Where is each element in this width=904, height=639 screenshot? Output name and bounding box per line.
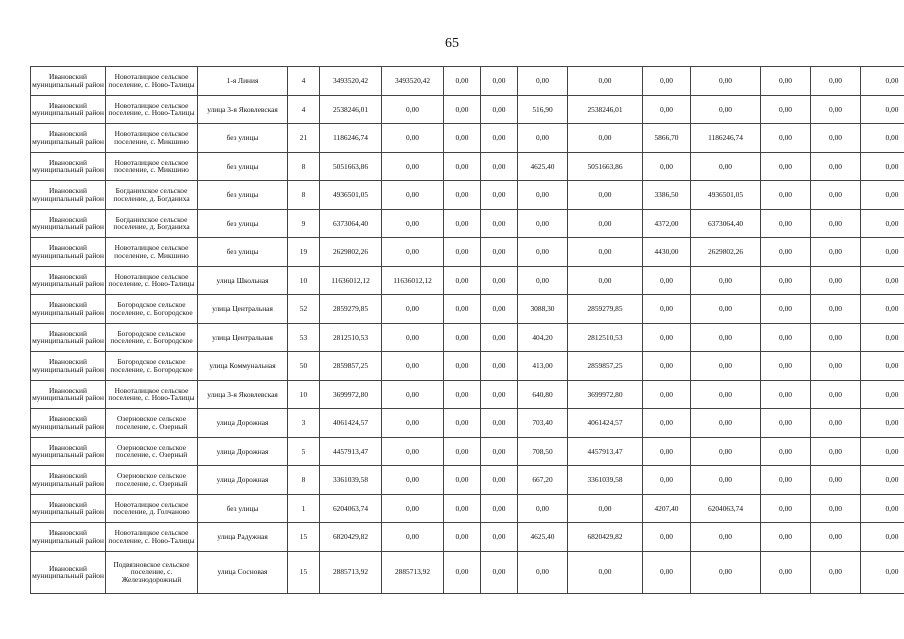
- cell-settlement: Богородское сельское поселение, с. Богородское: [106, 323, 198, 352]
- cell-cost-col-6: 0,00: [382, 437, 444, 466]
- cell-cost-col-13: 0,00: [761, 352, 811, 381]
- cell-house-number: 52: [288, 295, 320, 324]
- cell-cost-col-14: 0,00: [811, 152, 861, 181]
- data-table: [30, 66, 904, 594]
- cell-cost-col-10: 5051663,86: [568, 152, 643, 181]
- cell-cost-col-15: 0,00: [861, 295, 904, 324]
- cell-cost-col-6: 0,00: [382, 352, 444, 381]
- cell-cost-col-7: 0,00: [444, 95, 481, 124]
- cell-total-cost: 2538246,01: [320, 95, 382, 124]
- cell-house-number: 4: [288, 95, 320, 124]
- cell-cost-col-10: 2859279,85: [568, 295, 643, 324]
- cell-cost-col-12: 0,00: [691, 466, 761, 495]
- cell-district: Ивановский муниципальный район: [31, 152, 106, 181]
- cell-street: улица Радужная: [198, 523, 288, 552]
- cell-cost-col-10: 2812510,53: [568, 323, 643, 352]
- cell-area-col-9: 0,00: [518, 266, 568, 295]
- cell-area-col-9: 703,40: [518, 409, 568, 438]
- cell-house-number: 10: [288, 380, 320, 409]
- cell-cost-col-15: 0,00: [861, 124, 904, 153]
- cell-cost-col-8: 0,00: [481, 124, 518, 153]
- cell-area-col-11: 0,00: [643, 95, 691, 124]
- cell-street: улица Центральная: [198, 295, 288, 324]
- cell-cost-col-12: 0,00: [691, 352, 761, 381]
- cell-cost-col-8: 0,00: [481, 437, 518, 466]
- cell-area-col-11: 0,00: [643, 266, 691, 295]
- cell-cost-col-7: 0,00: [444, 67, 481, 96]
- cell-cost-col-14: 0,00: [811, 67, 861, 96]
- cell-cost-col-8: 0,00: [481, 95, 518, 124]
- cell-area-col-11: 4372,00: [643, 209, 691, 238]
- table-row: [31, 551, 904, 593]
- cell-cost-col-12: 1186246,74: [691, 124, 761, 153]
- table-row: [31, 181, 904, 210]
- cell-cost-col-8: 0,00: [481, 209, 518, 238]
- cell-area-col-9: 0,00: [518, 181, 568, 210]
- cell-house-number: 19: [288, 238, 320, 267]
- cell-cost-col-6: 0,00: [382, 124, 444, 153]
- cell-cost-col-14: 0,00: [811, 523, 861, 552]
- cell-area-col-11: 0,00: [643, 409, 691, 438]
- cell-district: Ивановский муниципальный район: [31, 380, 106, 409]
- cell-cost-col-6: 0,00: [382, 409, 444, 438]
- cell-cost-col-14: 0,00: [811, 494, 861, 523]
- cell-cost-col-7: 0,00: [444, 152, 481, 181]
- cell-cost-col-8: 0,00: [481, 409, 518, 438]
- cell-cost-col-12: 0,00: [691, 409, 761, 438]
- cell-total-cost: 6373064,40: [320, 209, 382, 238]
- cell-cost-col-14: 0,00: [811, 437, 861, 466]
- cell-area-col-9: 4625,40: [518, 152, 568, 181]
- cell-area-col-9: 708,50: [518, 437, 568, 466]
- cell-total-cost: 11636012,12: [320, 266, 382, 295]
- cell-cost-col-14: 0,00: [811, 238, 861, 267]
- cell-street: без улицы: [198, 124, 288, 153]
- cell-cost-col-7: 0,00: [444, 124, 481, 153]
- cell-district: Ивановский муниципальный район: [31, 209, 106, 238]
- cell-district: Ивановский муниципальный район: [31, 437, 106, 466]
- cell-cost-col-12: 0,00: [691, 323, 761, 352]
- cell-cost-col-10: 6820429,82: [568, 523, 643, 552]
- cell-area-col-11: 0,00: [643, 380, 691, 409]
- cell-cost-col-8: 0,00: [481, 266, 518, 295]
- cell-cost-col-7: 0,00: [444, 551, 481, 593]
- cell-cost-col-14: 0,00: [811, 409, 861, 438]
- cell-street: улица Сосновая: [198, 551, 288, 593]
- table-row: [31, 466, 904, 495]
- table-row: [31, 295, 904, 324]
- cell-total-cost: 1186246,74: [320, 124, 382, 153]
- cell-district: Ивановский муниципальный район: [31, 181, 106, 210]
- cell-cost-col-12: 6204063,74: [691, 494, 761, 523]
- page-number: 65: [445, 36, 459, 51]
- cell-cost-col-8: 0,00: [481, 551, 518, 593]
- cell-cost-col-6: 0,00: [382, 380, 444, 409]
- cell-cost-col-7: 0,00: [444, 352, 481, 381]
- cell-cost-col-12: 0,00: [691, 380, 761, 409]
- cell-cost-col-7: 0,00: [444, 380, 481, 409]
- cell-settlement: Новоталицкое сельское поселение, д. Голчаново: [106, 494, 198, 523]
- cell-cost-col-13: 0,00: [761, 466, 811, 495]
- cell-cost-col-15: 0,00: [861, 494, 904, 523]
- cell-street: улица Школьная: [198, 266, 288, 295]
- cell-settlement: Новоталицкое сельское поселение, с. Ново-Талицы: [106, 523, 198, 552]
- cell-house-number: 15: [288, 523, 320, 552]
- cell-cost-col-6: 0,00: [382, 523, 444, 552]
- cell-district: Ивановский муниципальный район: [31, 551, 106, 593]
- cell-area-col-11: 0,00: [643, 67, 691, 96]
- cell-street: без улицы: [198, 152, 288, 181]
- cell-cost-col-7: 0,00: [444, 466, 481, 495]
- cell-cost-col-10: 3699972,80: [568, 380, 643, 409]
- cell-settlement: Новоталицкое сельское поселение, с. Микшино: [106, 152, 198, 181]
- cell-area-col-11: 0,00: [643, 352, 691, 381]
- cell-cost-col-10: 0,00: [568, 266, 643, 295]
- cell-cost-col-13: 0,00: [761, 95, 811, 124]
- cell-cost-col-12: 0,00: [691, 67, 761, 96]
- cell-area-col-9: 404,20: [518, 323, 568, 352]
- cell-area-col-11: 0,00: [643, 437, 691, 466]
- cell-cost-col-12: 0,00: [691, 551, 761, 593]
- cell-cost-col-13: 0,00: [761, 380, 811, 409]
- cell-cost-col-15: 0,00: [861, 266, 904, 295]
- table-row: [31, 152, 904, 181]
- cell-cost-col-15: 0,00: [861, 67, 904, 96]
- cell-district: Ивановский муниципальный район: [31, 494, 106, 523]
- cell-district: Ивановский муниципальный район: [31, 523, 106, 552]
- cell-cost-col-12: 0,00: [691, 523, 761, 552]
- cell-district: Ивановский муниципальный район: [31, 95, 106, 124]
- cell-area-col-11: 0,00: [643, 523, 691, 552]
- cell-cost-col-14: 0,00: [811, 323, 861, 352]
- cell-area-col-11: 0,00: [643, 323, 691, 352]
- cell-cost-col-13: 0,00: [761, 266, 811, 295]
- cell-cost-col-13: 0,00: [761, 181, 811, 210]
- cell-settlement: Богданихское сельское поселение, д. Богданиха: [106, 209, 198, 238]
- cell-cost-col-10: 0,00: [568, 124, 643, 153]
- cell-cost-col-13: 0,00: [761, 523, 811, 552]
- cell-cost-col-14: 0,00: [811, 380, 861, 409]
- cell-street: улица Дорожная: [198, 437, 288, 466]
- cell-total-cost: 2885713,92: [320, 551, 382, 593]
- cell-cost-col-6: 0,00: [382, 152, 444, 181]
- cell-cost-col-15: 0,00: [861, 466, 904, 495]
- cell-settlement: Подвязновское сельское поселение, с. Железнодорожный: [106, 551, 198, 593]
- cell-total-cost: 4061424,57: [320, 409, 382, 438]
- cell-cost-col-12: 4936501,05: [691, 181, 761, 210]
- cell-area-col-11: 0,00: [643, 152, 691, 181]
- cell-total-cost: 2859857,25: [320, 352, 382, 381]
- cell-cost-col-6: 11636012,12: [382, 266, 444, 295]
- cell-area-col-11: 4207,40: [643, 494, 691, 523]
- cell-total-cost: 6204063,74: [320, 494, 382, 523]
- cell-area-col-9: 0,00: [518, 494, 568, 523]
- table-row: [31, 380, 904, 409]
- cell-cost-col-10: 0,00: [568, 209, 643, 238]
- cell-street: без улицы: [198, 238, 288, 267]
- cell-cost-col-12: 0,00: [691, 295, 761, 324]
- table-row: [31, 209, 904, 238]
- cell-cost-col-10: 4061424,57: [568, 409, 643, 438]
- cell-cost-col-10: 4457913,47: [568, 437, 643, 466]
- cell-cost-col-10: 3361039,58: [568, 466, 643, 495]
- cell-cost-col-14: 0,00: [811, 181, 861, 210]
- cell-cost-col-7: 0,00: [444, 323, 481, 352]
- cell-cost-col-6: 0,00: [382, 494, 444, 523]
- cell-area-col-9: 640,80: [518, 380, 568, 409]
- cell-cost-col-8: 0,00: [481, 523, 518, 552]
- cell-street: улица Дорожная: [198, 409, 288, 438]
- cell-cost-col-7: 0,00: [444, 209, 481, 238]
- cell-cost-col-10: 0,00: [568, 67, 643, 96]
- cell-cost-col-6: 0,00: [382, 323, 444, 352]
- cell-district: Ивановский муниципальный район: [31, 67, 106, 96]
- cell-cost-col-14: 0,00: [811, 124, 861, 153]
- cell-cost-col-8: 0,00: [481, 494, 518, 523]
- cell-cost-col-7: 0,00: [444, 181, 481, 210]
- cell-cost-col-12: 0,00: [691, 437, 761, 466]
- cell-district: Ивановский муниципальный район: [31, 466, 106, 495]
- cell-cost-col-8: 0,00: [481, 181, 518, 210]
- cell-cost-col-13: 0,00: [761, 551, 811, 593]
- cell-cost-col-13: 0,00: [761, 124, 811, 153]
- cell-house-number: 50: [288, 352, 320, 381]
- cell-cost-col-14: 0,00: [811, 551, 861, 593]
- cell-cost-col-8: 0,00: [481, 295, 518, 324]
- cell-cost-col-15: 0,00: [861, 323, 904, 352]
- cell-cost-col-6: 0,00: [382, 466, 444, 495]
- table-row: [31, 352, 904, 381]
- cell-cost-col-6: 0,00: [382, 295, 444, 324]
- cell-total-cost: 4457913,47: [320, 437, 382, 466]
- cell-cost-col-14: 0,00: [811, 466, 861, 495]
- cell-house-number: 15: [288, 551, 320, 593]
- cell-cost-col-8: 0,00: [481, 352, 518, 381]
- cell-area-col-11: 0,00: [643, 295, 691, 324]
- cell-district: Ивановский муниципальный район: [31, 323, 106, 352]
- cell-house-number: 4: [288, 67, 320, 96]
- cell-house-number: 8: [288, 466, 320, 495]
- cell-area-col-11: 3386,50: [643, 181, 691, 210]
- cell-cost-col-14: 0,00: [811, 95, 861, 124]
- cell-settlement: Новоталицкое сельское поселение, с. Микшино: [106, 238, 198, 267]
- cell-cost-col-14: 0,00: [811, 352, 861, 381]
- table-row: [31, 124, 904, 153]
- cell-settlement: Новоталицкое сельское поселение, с. Ново-Талицы: [106, 266, 198, 295]
- cell-cost-col-8: 0,00: [481, 466, 518, 495]
- cell-total-cost: 3699972,80: [320, 380, 382, 409]
- cell-cost-col-13: 0,00: [761, 209, 811, 238]
- cell-district: Ивановский муниципальный район: [31, 124, 106, 153]
- cell-street: улица Коммунальная: [198, 352, 288, 381]
- cell-house-number: 8: [288, 181, 320, 210]
- cell-cost-col-15: 0,00: [861, 238, 904, 267]
- cell-cost-col-15: 0,00: [861, 551, 904, 593]
- cell-total-cost: 6820429,82: [320, 523, 382, 552]
- cell-cost-col-15: 0,00: [861, 209, 904, 238]
- table-row: [31, 67, 904, 96]
- cell-house-number: 53: [288, 323, 320, 352]
- cell-cost-col-14: 0,00: [811, 209, 861, 238]
- cell-settlement: Озерновское сельское поселение, с. Озерный: [106, 409, 198, 438]
- table-row: [31, 266, 904, 295]
- cell-cost-col-10: 0,00: [568, 494, 643, 523]
- cell-total-cost: 2859279,85: [320, 295, 382, 324]
- cell-total-cost: 3493520,42: [320, 67, 382, 96]
- cell-cost-col-7: 0,00: [444, 295, 481, 324]
- cell-area-col-9: 0,00: [518, 551, 568, 593]
- cell-cost-col-14: 0,00: [811, 266, 861, 295]
- cell-settlement: Новоталицкое сельское поселение, с. Ново-Талицы: [106, 95, 198, 124]
- cell-cost-col-12: 6373064,40: [691, 209, 761, 238]
- cell-settlement: Богородское сельское поселение, с. Богородское: [106, 295, 198, 324]
- cell-cost-col-13: 0,00: [761, 437, 811, 466]
- cell-cost-col-6: 0,00: [382, 209, 444, 238]
- cell-cost-col-15: 0,00: [861, 352, 904, 381]
- table-row: [31, 323, 904, 352]
- cell-cost-col-7: 0,00: [444, 523, 481, 552]
- cell-area-col-11: 4430,00: [643, 238, 691, 267]
- cell-house-number: 9: [288, 209, 320, 238]
- cell-area-col-9: 4625,40: [518, 523, 568, 552]
- table-row: [31, 437, 904, 466]
- cell-area-col-9: 0,00: [518, 67, 568, 96]
- cell-cost-col-12: 2629802,26: [691, 238, 761, 267]
- cell-cost-col-15: 0,00: [861, 409, 904, 438]
- cell-cost-col-13: 0,00: [761, 238, 811, 267]
- cell-district: Ивановский муниципальный район: [31, 295, 106, 324]
- cell-cost-col-10: 0,00: [568, 238, 643, 267]
- cell-street: улица 3-я Яковлевская: [198, 380, 288, 409]
- cell-area-col-11: 5866,70: [643, 124, 691, 153]
- cell-district: Ивановский муниципальный район: [31, 266, 106, 295]
- cell-settlement: Озерновское сельское поселение, с. Озерный: [106, 437, 198, 466]
- cell-area-col-9: 0,00: [518, 124, 568, 153]
- cell-cost-col-6: 0,00: [382, 95, 444, 124]
- cell-cost-col-10: 0,00: [568, 181, 643, 210]
- cell-area-col-11: 0,00: [643, 551, 691, 593]
- cell-cost-col-8: 0,00: [481, 323, 518, 352]
- cell-settlement: Богданихское сельское поселение, д. Богданиха: [106, 181, 198, 210]
- cell-district: Ивановский муниципальный район: [31, 238, 106, 267]
- cell-district: Ивановский муниципальный район: [31, 409, 106, 438]
- cell-settlement: Новоталицкое сельское поселение, с. Микшино: [106, 124, 198, 153]
- cell-cost-col-10: 0,00: [568, 551, 643, 593]
- cell-cost-col-7: 0,00: [444, 437, 481, 466]
- table-row: [31, 494, 904, 523]
- cell-settlement: Богородское сельское поселение, с. Богородское: [106, 352, 198, 381]
- cell-cost-col-15: 0,00: [861, 95, 904, 124]
- cell-street: без улицы: [198, 209, 288, 238]
- cell-cost-col-6: 0,00: [382, 181, 444, 210]
- cell-house-number: 1: [288, 494, 320, 523]
- cell-house-number: 10: [288, 266, 320, 295]
- cell-cost-col-7: 0,00: [444, 238, 481, 267]
- cell-cost-col-13: 0,00: [761, 409, 811, 438]
- cell-cost-col-8: 0,00: [481, 238, 518, 267]
- cell-cost-col-13: 0,00: [761, 494, 811, 523]
- table-row: [31, 95, 904, 124]
- cell-total-cost: 3361039,58: [320, 466, 382, 495]
- cell-street: улица Дорожная: [198, 466, 288, 495]
- cell-area-col-11: 0,00: [643, 466, 691, 495]
- cell-total-cost: 4936501,05: [320, 181, 382, 210]
- cell-area-col-9: 3088,30: [518, 295, 568, 324]
- cell-cost-col-10: 2538246,01: [568, 95, 643, 124]
- cell-cost-col-12: 0,00: [691, 152, 761, 181]
- cell-settlement: Озерновское сельское поселение, с. Озерный: [106, 466, 198, 495]
- cell-cost-col-15: 0,00: [861, 181, 904, 210]
- cell-district: Ивановский муниципальный район: [31, 352, 106, 381]
- cell-cost-col-8: 0,00: [481, 152, 518, 181]
- cell-street: 1-я Линия: [198, 67, 288, 96]
- cell-cost-col-8: 0,00: [481, 67, 518, 96]
- cell-area-col-9: 413,00: [518, 352, 568, 381]
- cell-cost-col-6: 3493520,42: [382, 67, 444, 96]
- cell-settlement: Новоталицкое сельское поселение, с. Ново-Талицы: [106, 67, 198, 96]
- cell-area-col-9: 667,20: [518, 466, 568, 495]
- cell-cost-col-13: 0,00: [761, 295, 811, 324]
- cell-settlement: Новоталицкое сельское поселение, с. Ново-Талицы: [106, 380, 198, 409]
- table-row: [31, 409, 904, 438]
- cell-cost-col-7: 0,00: [444, 494, 481, 523]
- cell-area-col-9: 0,00: [518, 209, 568, 238]
- cell-street: без улицы: [198, 494, 288, 523]
- cell-street: без улицы: [198, 181, 288, 210]
- cell-street: улица 3-я Яковлевская: [198, 95, 288, 124]
- cell-house-number: 8: [288, 152, 320, 181]
- cell-house-number: 21: [288, 124, 320, 153]
- cell-cost-col-15: 0,00: [861, 437, 904, 466]
- cell-cost-col-13: 0,00: [761, 67, 811, 96]
- cell-cost-col-6: 0,00: [382, 238, 444, 267]
- cell-area-col-9: 516,90: [518, 95, 568, 124]
- cell-cost-col-13: 0,00: [761, 323, 811, 352]
- cell-cost-col-7: 0,00: [444, 409, 481, 438]
- cell-cost-col-14: 0,00: [811, 295, 861, 324]
- cell-house-number: 5: [288, 437, 320, 466]
- cell-cost-col-13: 0,00: [761, 152, 811, 181]
- table-row: [31, 523, 904, 552]
- cell-cost-col-15: 0,00: [861, 523, 904, 552]
- table-row: [31, 238, 904, 267]
- cell-street: улица Центральная: [198, 323, 288, 352]
- cell-cost-col-15: 0,00: [861, 152, 904, 181]
- cell-total-cost: 5051663,86: [320, 152, 382, 181]
- table-body: [31, 67, 904, 594]
- cell-cost-col-12: 0,00: [691, 95, 761, 124]
- cell-cost-col-6: 2885713,92: [382, 551, 444, 593]
- cell-cost-col-10: 2859857,25: [568, 352, 643, 381]
- cell-total-cost: 2812510,53: [320, 323, 382, 352]
- cell-area-col-9: 0,00: [518, 238, 568, 267]
- cell-house-number: 3: [288, 409, 320, 438]
- cell-total-cost: 2629802,26: [320, 238, 382, 267]
- cell-cost-col-12: 0,00: [691, 266, 761, 295]
- cell-cost-col-15: 0,00: [861, 380, 904, 409]
- cell-cost-col-8: 0,00: [481, 380, 518, 409]
- cell-cost-col-7: 0,00: [444, 266, 481, 295]
